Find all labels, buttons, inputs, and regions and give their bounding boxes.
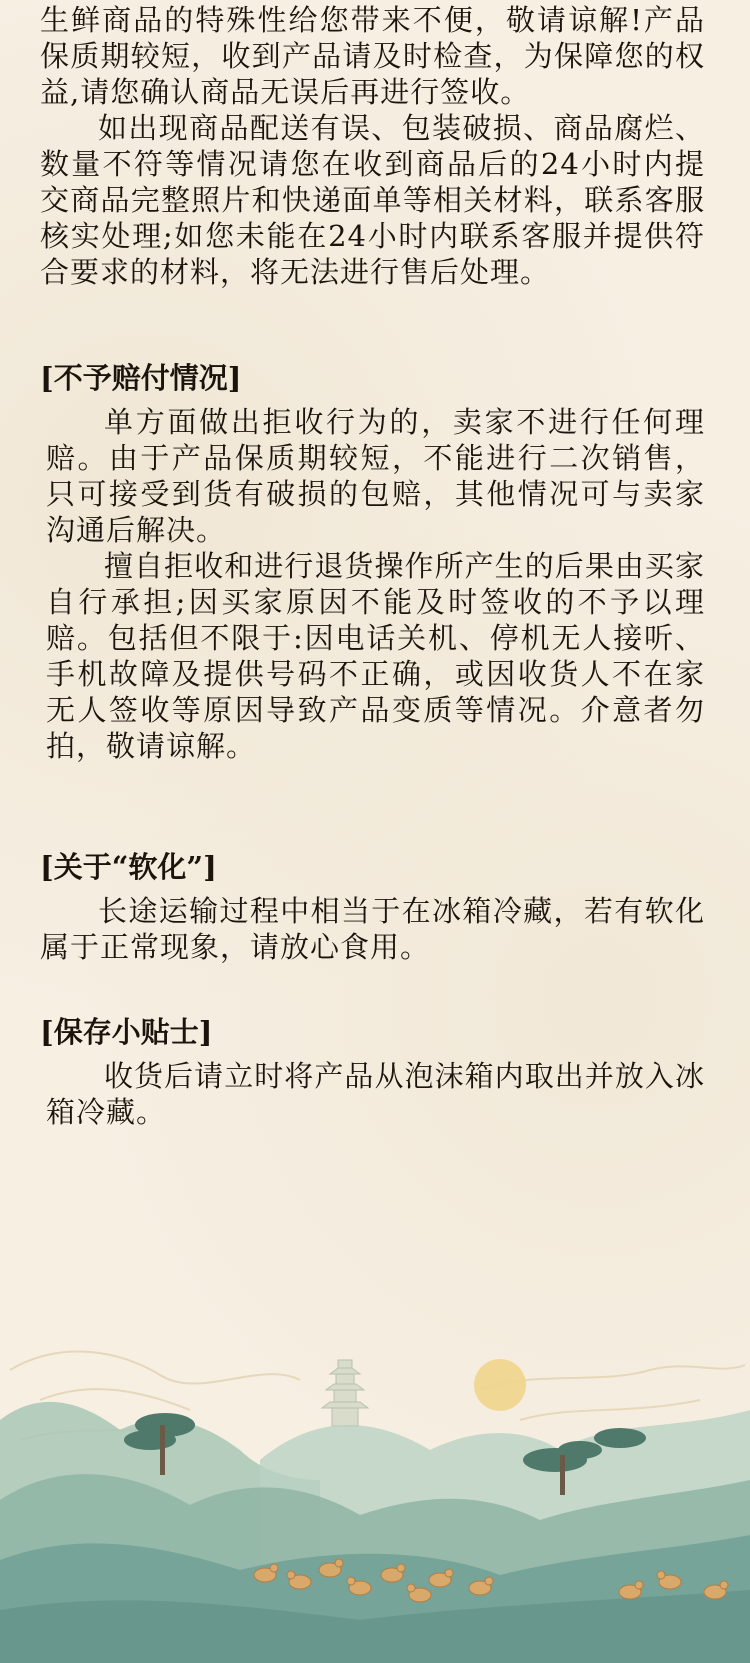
section-title-softening: [关于“软化”] bbox=[40, 850, 217, 884]
cloud-swirls bbox=[10, 1351, 745, 1440]
section-softening bbox=[40, 847, 705, 965]
section-storage-tips bbox=[40, 1012, 705, 1130]
sun-icon bbox=[474, 1359, 526, 1411]
intro-paragraph-1: 生鲜商品的特殊性给您带来不便，敬请谅解!产品保质期较短，收到产品请及时检查，为保障您的权益,请您确认商品无误后再进行签收。 bbox=[40, 3, 705, 109]
no-compensation-paragraph-2: 擅自拒收和进行退货操作所产生的后果由买家自行承担;因买家原因不能及时签收的不予以理赔。包括但不限于:因电话关机、停机无人接听、手机故障及提供号码不正确，或因收货人不在家无人签收等原因导致产品变质等情况。介意者勿拍，敬请谅解。 bbox=[46, 549, 705, 763]
section-title-no-compensation: [不予赔付情况] bbox=[40, 361, 242, 395]
intro-paragraph-2: 如出现商品配送有误、包装破损、商品腐烂、数量不符等情况请您在收到商品后的24小时内提交商品完整照片和快递面单等相关材料，联系客服核实处理;如您未能在24小时内联系客服并提供符合要求的材料，将无法进行售后处理。 bbox=[40, 111, 705, 289]
section-no-compensation bbox=[40, 358, 705, 764]
section-title-storage-tips: [保存小贴士] bbox=[40, 1015, 213, 1049]
softening-paragraph: 长途运输过程中相当于在冰箱冷藏，若有软化属于正常现象，请放心食用。 bbox=[40, 894, 705, 964]
storage-tips-paragraph: 收货后请立时将产品从泡沫箱内取出并放入冰箱冷藏。 bbox=[46, 1059, 705, 1129]
landscape-illustration bbox=[0, 1330, 750, 1663]
pagoda-icon bbox=[322, 1360, 368, 1426]
no-compensation-paragraph-1: 单方面做出拒收行为的，卖家不进行任何理赔。由于产品保质期较短，不能进行二次销售，只可接受到货有破损的包赔，其他情况可与卖家沟通后解决。 bbox=[46, 405, 705, 547]
intro-block bbox=[40, 2, 705, 290]
